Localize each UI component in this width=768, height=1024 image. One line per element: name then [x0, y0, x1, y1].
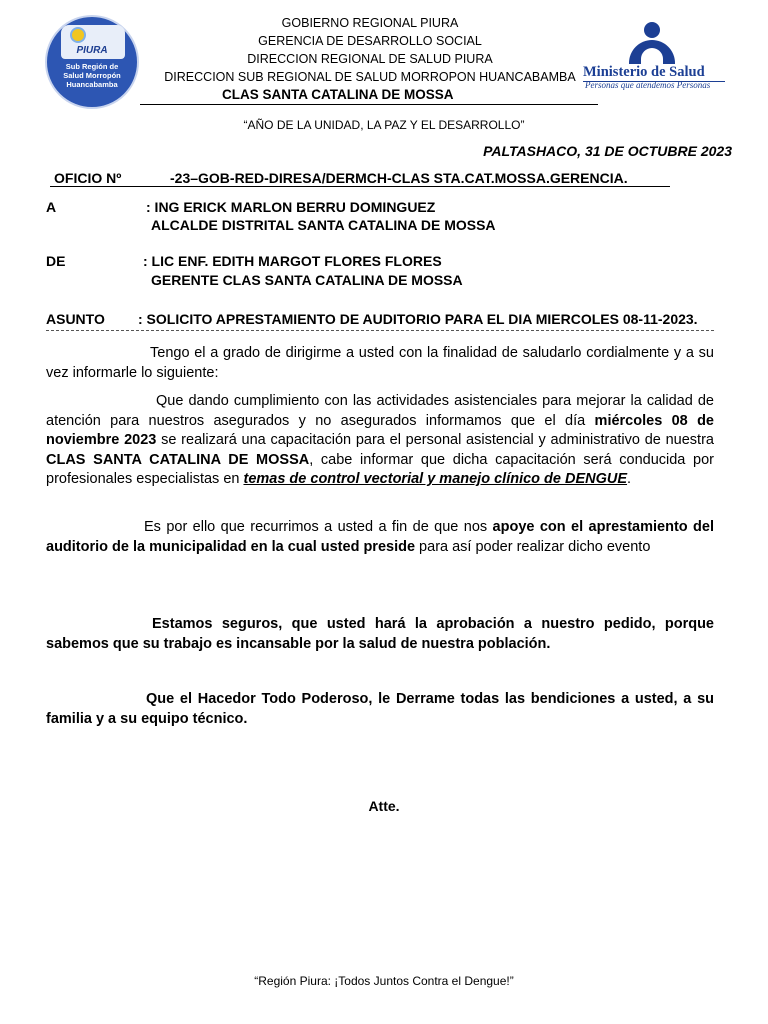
training-topic: temas de control vectorial y manejo clínico de DENGUE: [243, 471, 628, 487]
oficio-underline: [50, 186, 670, 187]
minsa-person-icon: [629, 22, 675, 64]
closing: Atte.: [368, 798, 400, 814]
support-request: apoye con el aprestamiento del auditorio de la municipalidad en la cual usted preside: [46, 519, 714, 555]
minsa-tagline: Personas que atendemos Personas: [585, 80, 711, 90]
year-motto: “AÑO DE LA UNIDAD, LA PAZ Y EL DESARROLLO”: [243, 118, 525, 132]
sub-region-logo: [45, 15, 139, 109]
header-rule: [140, 104, 598, 105]
footer-slogan: “Región Piura: ¡Todos Juntos Contra el Dengue!”: [254, 974, 514, 988]
to-name: : ING ERICK MARLON BERRU DOMINGUEZ: [146, 199, 436, 215]
subject-text: : SOLICITO APRESTAMIENTO DE AUDITORIO PARA EL DIA MIERCOLES 08-11-2023.: [138, 311, 698, 327]
minsa-title: Ministerio de Salud: [583, 64, 705, 80]
from-title: GERENTE CLAS SANTA CATALINA DE MOSSA: [151, 272, 463, 288]
clas-name-inline: CLAS SANTA CATALINA DE MOSSA: [46, 451, 310, 468]
logo-sub-line-1: Sub Región de: [65, 62, 119, 71]
paragraph-1: Tengo el a grado de dirigirme a usted con la finalidad de saludarlo cordialmente y a su vez informarle lo siguiente:: [46, 345, 714, 381]
to-title: ALCALDE DISTRITAL SANTA CATALINA DE MOSSA: [151, 217, 496, 233]
header-line-3: DIRECCION REGIONAL DE SALUD PIURA: [247, 52, 493, 66]
from-name: : LIC ENF. EDITH MARGOT FLORES FLORES: [143, 253, 442, 269]
header-clas-name: CLAS SANTA CATALINA DE MOSSA: [222, 87, 454, 102]
oficio-number: -23–GOB-RED-DIRESA/DERMCH-CLAS STA.CAT.MOSSA.GERENCIA.: [170, 170, 628, 186]
paragraph-5: Que el Hacedor Todo Poderoso, le Derrame todas las bendiciones a usted, a su familia y a su equipo técnico.: [46, 691, 714, 727]
subject-divider: [46, 330, 714, 331]
to-label: A: [46, 199, 57, 215]
flower-icon: [72, 29, 84, 41]
subject-label: ASUNTO: [46, 311, 105, 327]
logo-sub-line-2: Salud Morropón: [63, 71, 121, 80]
paragraph-3: Es por ello que recurrimos a usted a fin de que nos apoye con el aprestamiento del auditorio de la municipalidad en la cual usted preside para así poder realizar dicho evento: [46, 519, 714, 555]
oficio-label: OFICIO Nº: [54, 170, 122, 186]
event-date: miércoles 08 de noviembre 2023: [46, 412, 714, 448]
header-line-2: GERENCIA DE DESARROLLO SOCIAL: [258, 34, 482, 48]
header-line-1: GOBIERNO REGIONAL PIURA: [281, 16, 459, 30]
letter-date: PALTASHACO, 31 DE OCTUBRE 2023: [483, 143, 732, 159]
header-line-4: DIRECCION SUB REGIONAL DE SALUD MORROPON HUANCABAMBA: [164, 70, 576, 84]
logo-brand-text: PIURA: [76, 45, 108, 56]
from-label: DE: [46, 253, 66, 269]
logo-sub-line-3: Huancabamba: [66, 80, 118, 89]
paragraph-2: Que dando cumplimiento con las actividades asistenciales para mejorar la calidad de atención para nuestros asegurados y no asegurados informamos que el día miércoles 08 de noviembre 2023 se realizará una capacitación para el personal asistencial y administrativo de nuestra CLAS SANTA CATALINA DE MOSSA, cabe informar que dicha capacitación será conducida por profesionales especialistas en temas de control vectorial y manejo clínico de DENGUE.: [46, 393, 714, 487]
paragraph-4: Estamos seguros, que usted hará la aprobación a nuestro pedido, porque sabemos que su trabajo es incansable por la salud de nuestra población.: [46, 616, 714, 652]
